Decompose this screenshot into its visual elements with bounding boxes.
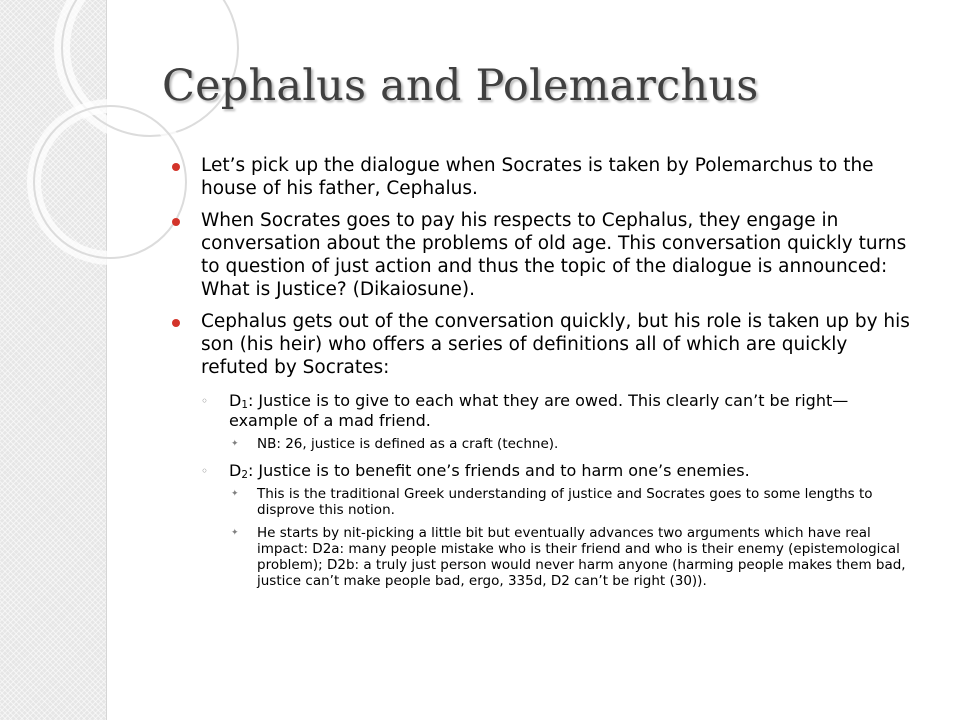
definition-number: 1 xyxy=(241,399,248,412)
note-list xyxy=(229,486,910,589)
star-bullet-icon: ✦ xyxy=(231,489,239,499)
bullet-text: When Socrates goes to pay his respects to Cephalus, they engage in conversation about the problems of old age. This conversation quickly turns to question of just action and thus the topic of the dialogue is announced: What is Justice? (Dikaiosune). xyxy=(201,210,907,300)
definition-text: : Justice is to give to each what they are owed. This clearly can’t be right—example of a mad friend. xyxy=(229,391,849,430)
note-item xyxy=(229,436,910,452)
definition-text: : Justice is to benefit one’s friends and to harm one’s enemies. xyxy=(247,461,750,480)
definition-label: D xyxy=(229,461,242,480)
definition-item xyxy=(201,461,910,589)
note-list xyxy=(229,436,910,452)
ring-bullet-icon: ◦ xyxy=(201,464,209,478)
bullet-item xyxy=(170,154,910,200)
ring-bullet-icon: ◦ xyxy=(201,394,209,408)
bullet-text: Let’s pick up the dialogue when Socrates is taken by Polemarchus to the house of his father, Cephalus. xyxy=(201,155,874,199)
red-dot-bullet-icon xyxy=(172,218,180,226)
bullet-list xyxy=(170,154,910,589)
bullet-item xyxy=(170,310,910,589)
red-dot-bullet-icon xyxy=(172,163,180,171)
definition-item xyxy=(201,391,910,452)
note-text: NB: 26, justice is defined as a craft (techne). xyxy=(257,436,559,452)
star-bullet-icon: ✦ xyxy=(231,528,239,538)
star-bullet-icon: ✦ xyxy=(231,439,239,449)
definition-number: 2 xyxy=(241,469,248,482)
note-item xyxy=(229,486,910,518)
red-dot-bullet-icon xyxy=(172,319,180,327)
note-text: This is the traditional Greek understanding of justice and Socrates goes to some lengths to disprove this notion. xyxy=(257,486,873,518)
definition-list xyxy=(201,391,910,589)
bullet-text: Cephalus gets out of the conversation quickly, but his role is taken up by his son (his heir) who offers a series of definitions all of which are quickly refuted by Socrates: xyxy=(201,311,910,378)
definition-label: D xyxy=(229,391,242,410)
slide-title: Cephalus and Polemarchus xyxy=(162,61,759,111)
bullet-item xyxy=(170,209,910,301)
slide-content xyxy=(170,154,910,598)
note-text: He starts by nit-picking a little bit but eventually advances two arguments which have real impact: D2a: many people mistake who is their friend and who is their enemy (epistemological problem); D2b: a truly just person would never harm anyone (harming people makes them bad, justice can’t make people bad, ergo, 335d, D2 can’t be right (30)). xyxy=(257,525,906,589)
note-item xyxy=(229,525,910,589)
